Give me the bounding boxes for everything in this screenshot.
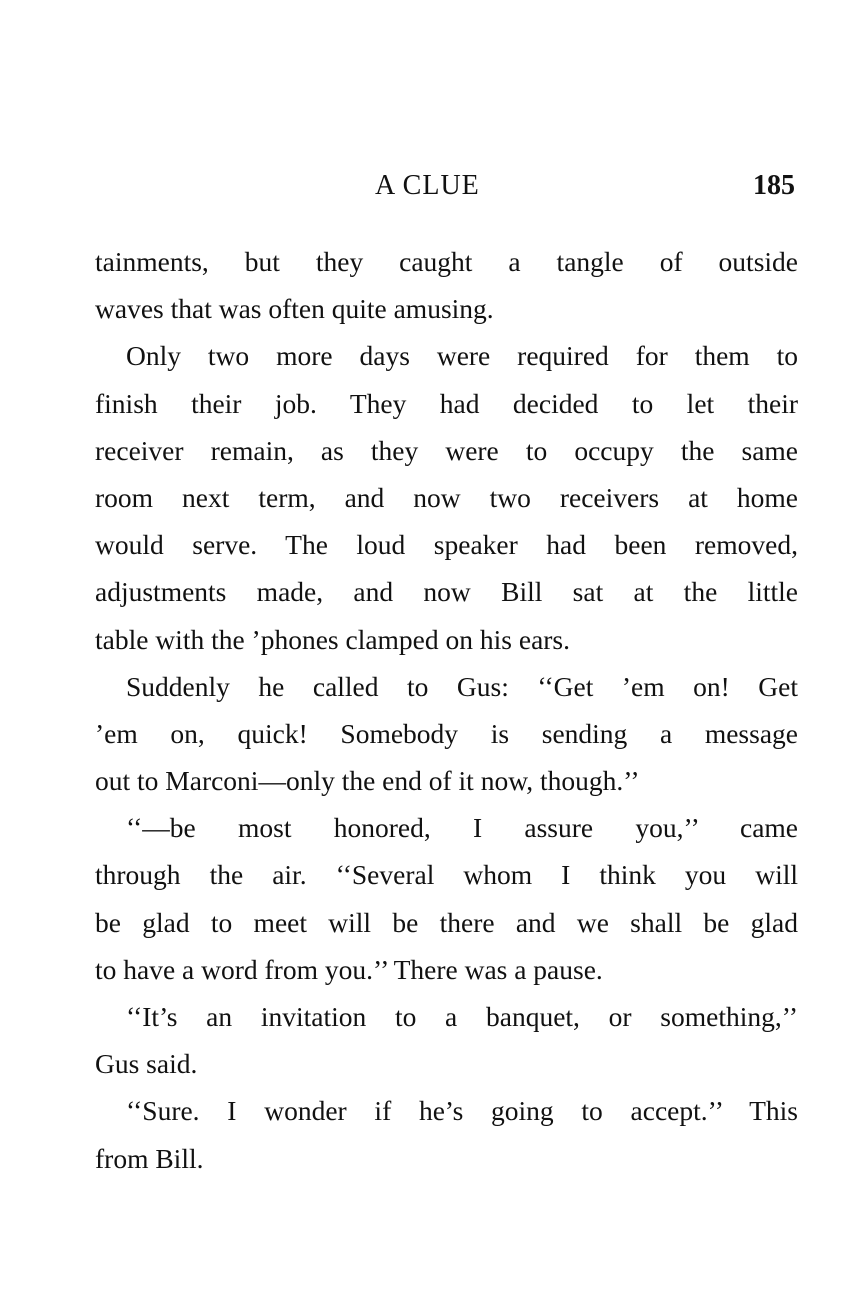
page-number: 185 bbox=[753, 170, 795, 201]
text-line: room next term, and now two receivers at home bbox=[95, 481, 798, 513]
text-line: ‘‘Sure. I wonder if he’s going to accept.’’ This bbox=[126, 1095, 798, 1127]
running-head bbox=[95, 166, 795, 206]
text-line: table with the ’phones clamped on his ears. bbox=[95, 623, 571, 655]
text-line: out to Marconi—only the end of it now, though.’’ bbox=[95, 765, 640, 797]
text-line: receiver remain, as they were to occupy the same bbox=[95, 434, 798, 466]
text-line: adjustments made, and now Bill sat at the little bbox=[95, 576, 798, 608]
text-line: waves that was often quite amusing. bbox=[95, 293, 494, 325]
text-line: tainments, but they caught a tangle of outside bbox=[95, 246, 798, 277]
text-line: ‘‘It’s an invitation to a banquet, or something,’’ bbox=[126, 1001, 798, 1032]
text-line: would serve. The loud speaker had been removed, bbox=[95, 529, 798, 561]
text-line: from Bill. bbox=[95, 1142, 204, 1174]
text-line: Only two more days were required for them to bbox=[126, 340, 798, 372]
text-line: Gus said. bbox=[95, 1048, 198, 1080]
text-line: be glad to meet will be there and we shall be glad bbox=[95, 906, 798, 938]
text-line: through the air. ‘‘Several whom I think you will bbox=[95, 859, 798, 891]
chapter-title: A CLUE bbox=[375, 170, 480, 201]
body-text bbox=[95, 238, 798, 1182]
text-line: ’em on, quick! Somebody is sending a message bbox=[95, 717, 798, 749]
text-line: Suddenly he called to Gus: ‘‘Get ’em on! Get bbox=[126, 670, 798, 702]
text-line: ‘‘—be most honored, I assure you,’’ came bbox=[126, 812, 798, 844]
text-line: finish their job. They had decided to let their bbox=[95, 387, 798, 419]
text-line: to have a word from you.’’ There was a pause. bbox=[95, 953, 603, 985]
